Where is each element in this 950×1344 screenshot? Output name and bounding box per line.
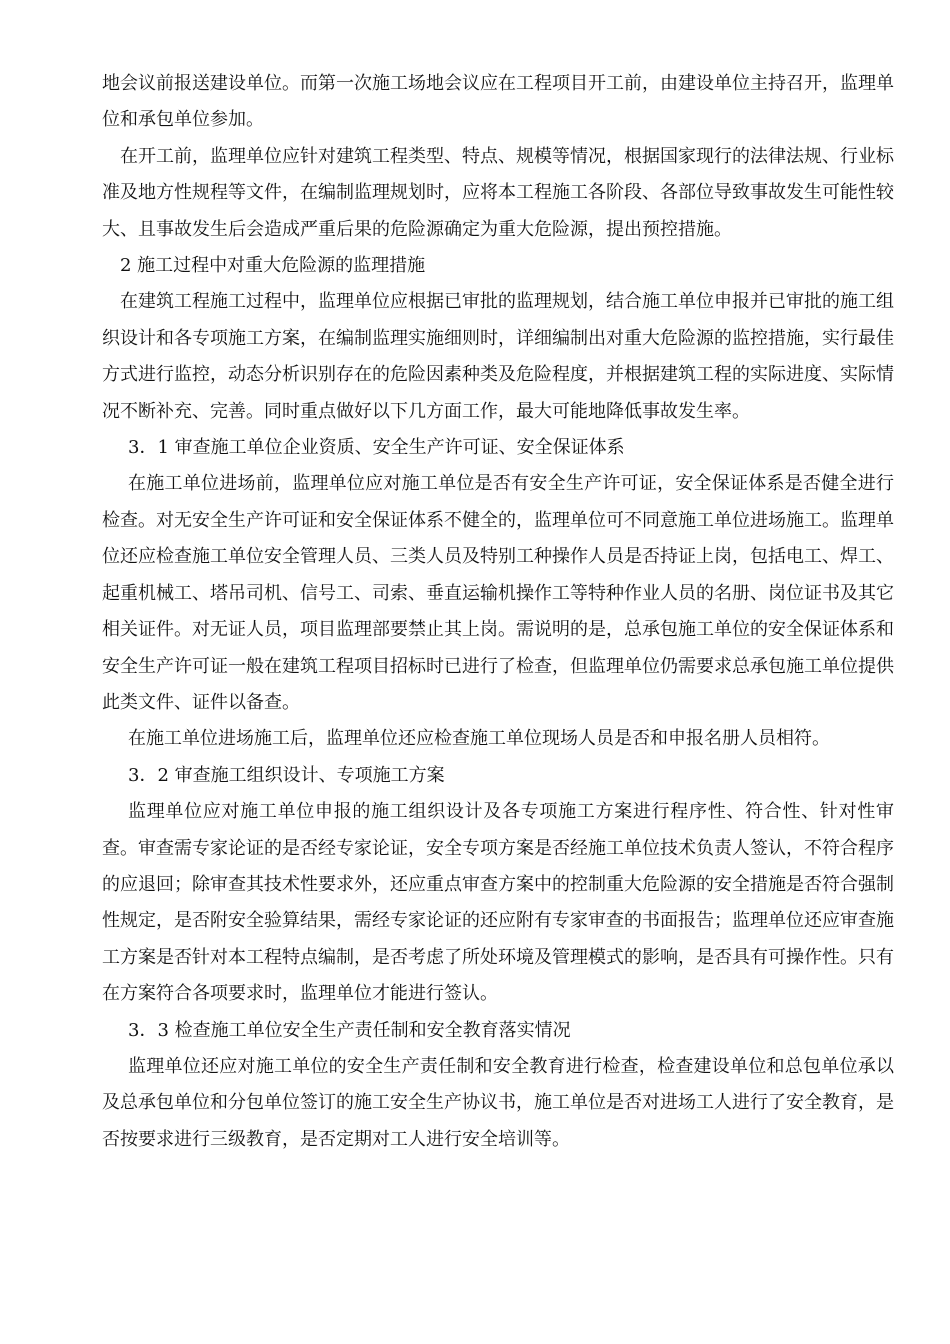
paragraph: 在建筑工程施工过程中，监理单位应根据已审批的监理规划，结合施工单位申报并已审批的施工组织设计和各专项施工方案，在编制监理实施细则时，详细编制出对重大危险源的监控措施，实行最佳方式进行监控，动态分析识别存在的危险因素种类及危险程度，并根据建筑工程的实际进度、实际情况不断补充、完善。同时重点做好以下几方面工作，最大可能地降低事故发生率。 [102, 291, 894, 422]
paragraph: 在施工单位进场前，监理单位应对施工单位是否有安全生产许可证，安全保证体系是否健全进行检查。对无安全生产许可证和安全保证体系不健全的，监理单位可不同意施工单位进场施工。监理单位还应检查施工单位安全管理人员、三类人员及特别工种操作人员是否持证上岗，包括电工、焊工、起重机械工、塔吊司机、信号工、司索、垂直运输机操作工等特种作业人员的名册、岗位证书及其它相关证件。对无证人员，项目监理部要禁止其上岗。需说明的是，总承包施工单位的安全保证体系和安全生产许可证一般在建筑工程项目招标时已进行了检查，但监理单位仍需要求总承包施工单位提供此类文件、证件以备查。 [102, 473, 894, 713]
document-page [102, 66, 894, 1158]
section-heading: 2 施工过程中对重大危险源的监理措施 [120, 255, 426, 277]
paragraph: 在施工单位进场施工后，监理单位还应检查施工单位现场人员是否和申报名册人员相符。 [128, 728, 830, 750]
paragraph: 在开工前，监理单位应针对建筑工程类型、特点、规模等情况，根据国家现行的法律法规、行业标准及地方性规程等文件，在编制监理规划时，应将本工程施工各阶段、各部位导致事故发生可能性较大、且事故发生后会造成严重后果的危险源确定为重大危险源，提出预控措施。 [102, 145, 894, 240]
paragraph: 监理单位还应对施工单位的安全生产责任制和安全教育进行检查，检查建设单位和总包单位承以及总承包单位和分包单位签订的施工安全生产协议书，施工单位是否对进场工人进行了安全教育，是否按要求进行三级教育，是否定期对工人进行安全培训等。 [102, 1055, 894, 1150]
section-heading: 3．2 审查施工组织设计、专项施工方案 [128, 764, 445, 786]
paragraph: 地会议前报送建设单位。而第一次施工场地会议应在工程项目开工前，由建设单位主持召开，监理单位和承包单位参加。 [102, 73, 894, 131]
section-heading: 3．1 审查施工单位企业资质、安全生产许可证、安全保证体系 [128, 437, 625, 459]
paragraph: 监理单位应对施工单位申报的施工组织设计及各专项施工方案进行程序性、符合性、针对性审查。审查需专家论证的是否经专家论证，安全专项方案是否经施工单位技术负责人签认，不符合程序的应退回；除审查其技术性要求外，还应重点审查方案中的控制重大危险源的安全措施是否符合强制性规定，是否附安全验算结果，需经专家论证的还应附有专家审查的书面报告；监理单位还应审查施工方案是否针对本工程特点编制，是否考虑了所处环境及管理模式的影响，是否具有可操作性。只有在方案符合各项要求时，监理单位才能进行签认。 [102, 801, 894, 1005]
section-heading: 3．3 检查施工单位安全生产责任制和安全教育落实情况 [128, 1019, 571, 1041]
